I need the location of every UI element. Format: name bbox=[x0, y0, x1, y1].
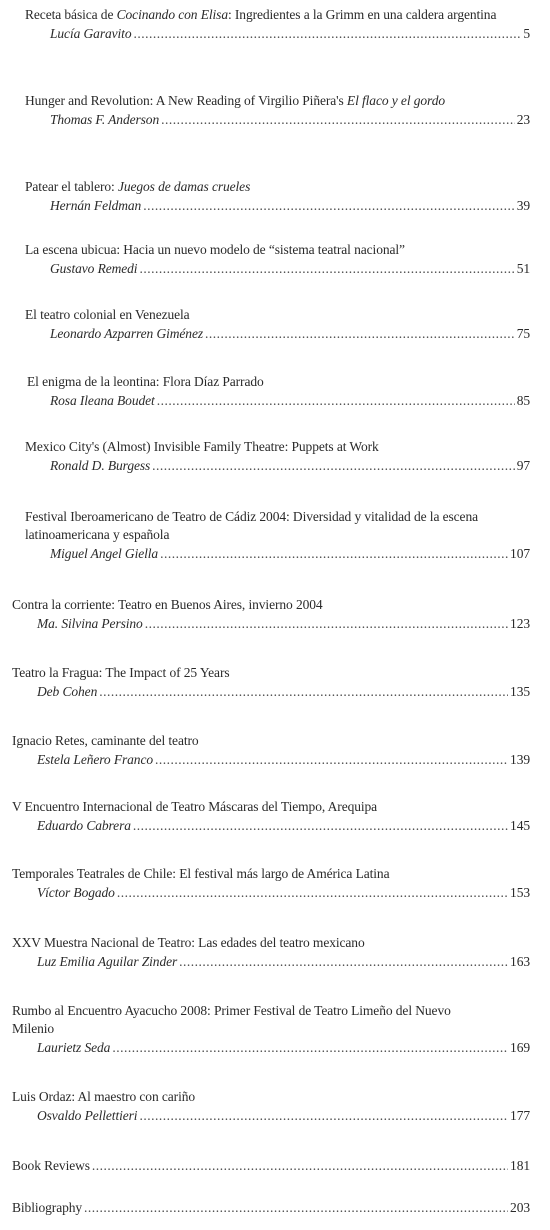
toc-entry bbox=[25, 6, 530, 43]
entry-title: XXV Muestra Nacional de Teatro: Las edades del teatro mexicano bbox=[12, 935, 365, 950]
entry-page: 39 bbox=[516, 198, 530, 213]
entry-page: 139 bbox=[510, 752, 530, 767]
entry-author: Ronald D. Burgess bbox=[50, 458, 151, 473]
toc-entry bbox=[12, 865, 530, 902]
toc-entry bbox=[12, 664, 530, 701]
entry-title: Temporales Teatrales de Chile: El festival más largo de América Latina bbox=[12, 866, 390, 881]
section-entry bbox=[12, 1157, 530, 1175]
dot-leader bbox=[117, 884, 508, 902]
entry-author: Deb Cohen bbox=[37, 684, 98, 699]
entry-author: Osvaldo Pellettieri bbox=[37, 1108, 138, 1123]
dot-leader bbox=[139, 1107, 508, 1125]
toc-entry bbox=[12, 798, 530, 835]
entry-author: Rosa Ileana Boudet bbox=[50, 393, 155, 408]
toc-entry bbox=[12, 732, 530, 769]
toc-entry bbox=[12, 1088, 530, 1125]
entry-page: 75 bbox=[516, 326, 530, 341]
entry-title: Patear el tablero: Juegos de damas crueles bbox=[25, 179, 251, 194]
entry-title: Luis Ordaz: Al maestro con cariño bbox=[12, 1089, 196, 1104]
dot-leader bbox=[205, 325, 515, 343]
entry-title: Ignacio Retes, caminante del teatro bbox=[12, 733, 199, 748]
dot-leader bbox=[143, 197, 514, 215]
section-entry bbox=[12, 1199, 530, 1217]
toc-entry bbox=[12, 934, 530, 971]
entry-page: 5 bbox=[523, 26, 530, 41]
entry-page: 163 bbox=[510, 954, 530, 969]
entry-author: Lucía Garavito bbox=[50, 26, 132, 41]
entry-page: 169 bbox=[510, 1040, 530, 1055]
entry-author: Laurietz Seda bbox=[37, 1040, 111, 1055]
dot-leader bbox=[179, 953, 508, 971]
entry-title: El teatro colonial en Venezuela bbox=[25, 307, 190, 322]
entry-author: Gustavo Remedi bbox=[50, 261, 138, 276]
toc-entry bbox=[25, 178, 530, 215]
entry-author: Miguel Angel Giella bbox=[50, 546, 159, 561]
entry-title: Festival Iberoamericano de Teatro de Cádiz 2004: Diversidad y vitalidad de la escena latinoamericana y española bbox=[25, 509, 478, 542]
dot-leader bbox=[84, 1199, 508, 1217]
entry-author: Ma. Silvina Persino bbox=[37, 616, 143, 631]
entry-title: V Encuentro Internacional de Teatro Máscaras del Tiempo, Arequipa bbox=[12, 799, 378, 814]
entry-author: Eduardo Cabrera bbox=[37, 818, 131, 833]
entry-title: Receta básica de Cocinando con Elisa: Ingredientes a la Grimm en una caldera argentina bbox=[25, 7, 497, 22]
dot-leader bbox=[92, 1157, 508, 1175]
dot-leader bbox=[160, 545, 508, 563]
entry-title: Contra la corriente: Teatro en Buenos Aires, invierno 2004 bbox=[12, 597, 323, 612]
entry-author: Estela Leñero Franco bbox=[37, 752, 153, 767]
toc-entry bbox=[25, 306, 530, 343]
toc-entry bbox=[12, 596, 530, 633]
toc-entry bbox=[12, 1002, 530, 1057]
dot-leader bbox=[99, 683, 508, 701]
dot-leader bbox=[133, 817, 508, 835]
dot-leader bbox=[112, 1039, 508, 1057]
entry-title: Hunger and Revolution: A New Reading of Virgilio Piñera's El flaco y el gordo bbox=[25, 93, 445, 108]
dot-leader bbox=[145, 615, 508, 633]
entry-title: La escena ubicua: Hacia un nuevo modelo de “sistema teatral nacional” bbox=[25, 242, 405, 257]
dot-leader bbox=[139, 260, 514, 278]
entry-page: 23 bbox=[516, 112, 530, 127]
entry-page: 51 bbox=[516, 261, 530, 276]
toc-entry bbox=[25, 92, 530, 129]
entry-title: El enigma de la leontina: Flora Díaz Parrado bbox=[27, 374, 264, 389]
entry-page: 153 bbox=[510, 885, 530, 900]
toc-entry bbox=[25, 438, 530, 475]
entry-title: Mexico City's (Almost) Invisible Family Theatre: Puppets at Work bbox=[25, 439, 379, 454]
entry-page: 123 bbox=[510, 616, 530, 631]
entry-author: Luz Emilia Aguilar Zinder bbox=[37, 954, 178, 969]
entry-page: 107 bbox=[510, 546, 530, 561]
dot-leader bbox=[155, 751, 508, 769]
toc-entry bbox=[25, 241, 530, 278]
dot-leader bbox=[161, 111, 515, 129]
entry-page: 85 bbox=[516, 393, 530, 408]
entry-author: Thomas F. Anderson bbox=[50, 112, 160, 127]
dot-leader bbox=[157, 392, 515, 410]
entry-author: Leonardo Azparren Giménez bbox=[50, 326, 203, 341]
entry-page: 135 bbox=[510, 684, 530, 699]
dot-leader bbox=[152, 457, 515, 475]
entry-page: 177 bbox=[510, 1108, 530, 1123]
entry-title: Rumbo al Encuentro Ayacucho 2008: Primer Festival de Teatro Limeño del Nuevo Milenio bbox=[12, 1003, 451, 1036]
section-page: 181 bbox=[510, 1158, 530, 1173]
entry-author: Víctor Bogado bbox=[37, 885, 115, 900]
entry-page: 145 bbox=[510, 818, 530, 833]
section-page: 203 bbox=[510, 1200, 530, 1215]
section-label: Bibliography bbox=[12, 1200, 83, 1215]
entry-page: 97 bbox=[516, 458, 530, 473]
entry-title: Teatro la Fragua: The Impact of 25 Years bbox=[12, 665, 230, 680]
toc-entry bbox=[25, 508, 530, 563]
toc-entry bbox=[27, 373, 530, 410]
section-label: Book Reviews bbox=[12, 1158, 90, 1173]
entry-author: Hernán Feldman bbox=[50, 198, 142, 213]
dot-leader bbox=[133, 25, 521, 43]
